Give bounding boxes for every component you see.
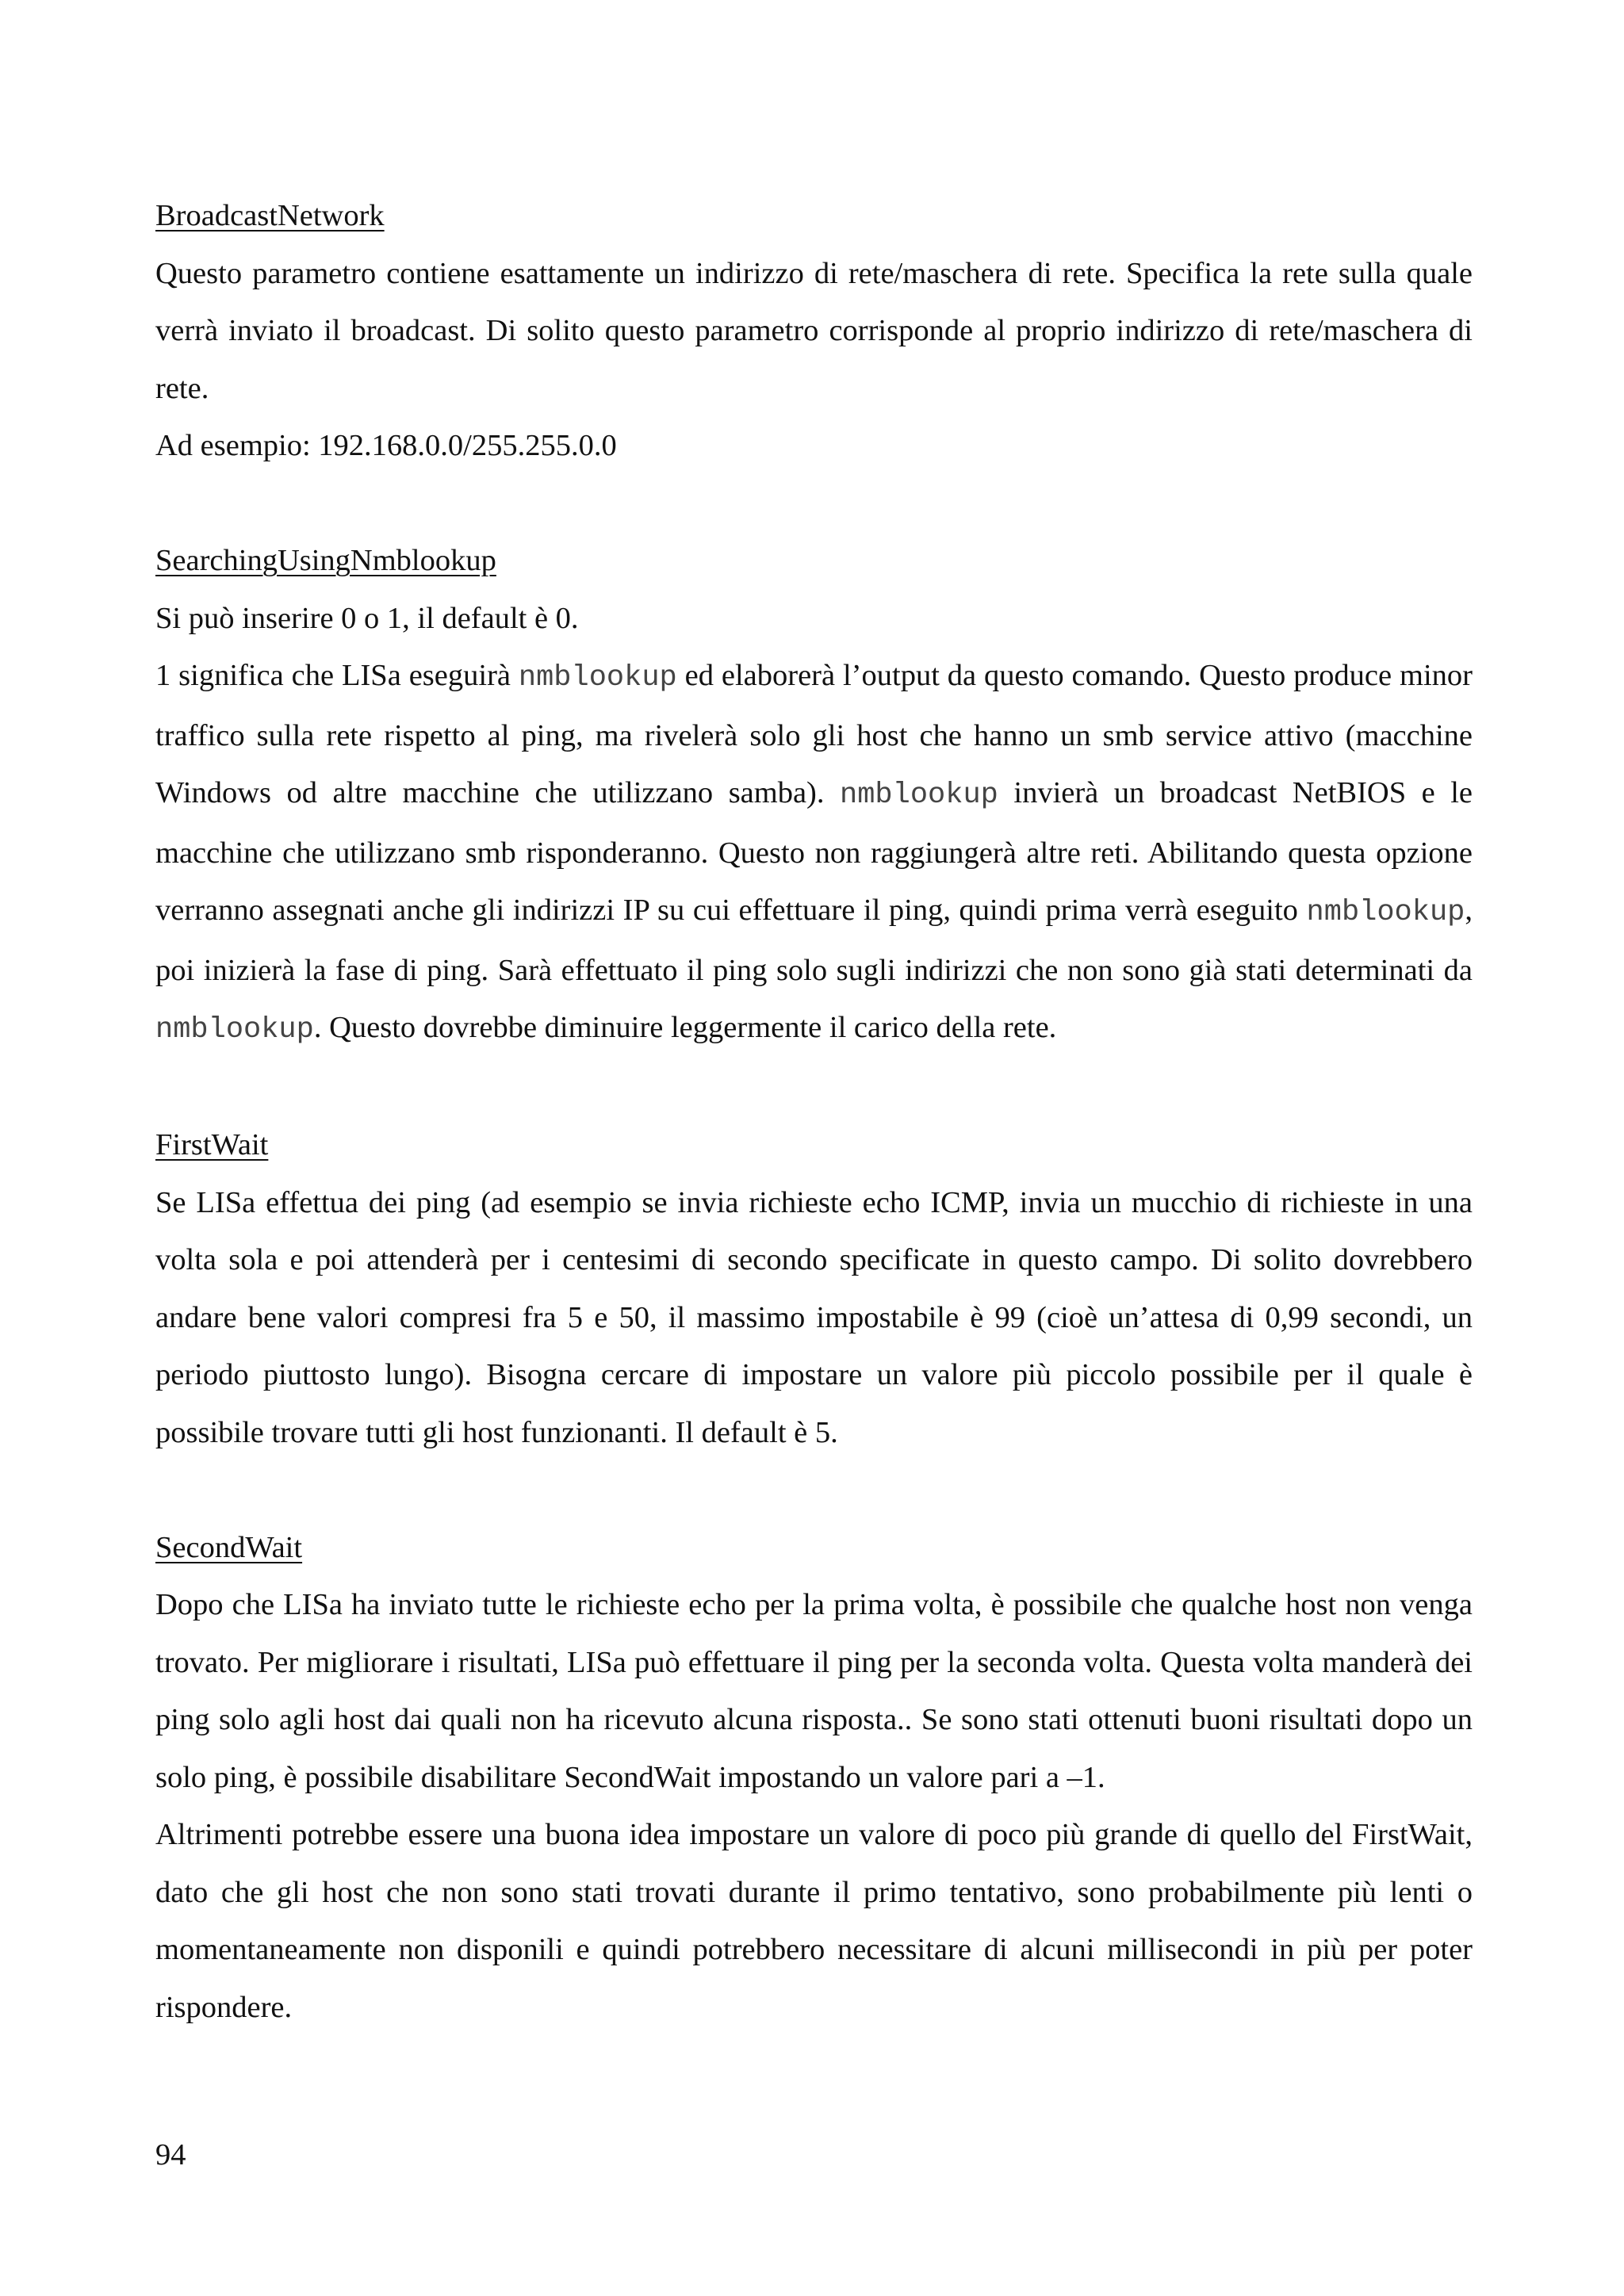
section-heading: SecondWait xyxy=(155,1530,303,1564)
text-run: . Questo dovrebbe diminuire leggermente il carico della rete. xyxy=(313,1011,1057,1044)
inline-code: nmblookup xyxy=(1306,896,1465,929)
section-searching-using-nmblookup xyxy=(155,532,1473,1059)
section-heading: SearchingUsingNmblookup xyxy=(155,544,496,577)
section-first-wait xyxy=(155,1116,1473,1461)
section-second-wait xyxy=(155,1519,1473,2037)
page-content xyxy=(155,187,1473,2094)
text-run: , poi inizierà la fase di ping. Sarà effettuato il ping solo sugli indirizzi che non sono già stati determinati da xyxy=(155,894,1473,987)
section-heading: BroadcastNetwork xyxy=(155,199,385,232)
paragraph: Altrimenti potrebbe essere una buona idea impostare un valore di poco più grande di quello del FirstWait, dato che gli host che non sono stati trovati durante il primo tentativo, sono probabilmente più lenti o momentaneamente non disponili e quindi potrebbero necessitare di alcuni millisecondi in più per poter rispondere. xyxy=(155,1818,1473,2024)
paragraph: Ad esempio: 192.168.0.0/255.255.0.0 xyxy=(155,429,617,462)
text-run: ed elaborerà l’output da questo comando. Questo produce minor traffico sulla rete rispetto al ping, ma rivelerà solo gli host che hanno un smb service attivo (macchine Windows od altre macchine che utilizzano samba). xyxy=(155,659,1473,809)
page-number: 94 xyxy=(155,2138,186,2172)
inline-code: nmblookup xyxy=(518,661,677,695)
inline-code: nmblookup xyxy=(840,779,998,812)
section-heading: FirstWait xyxy=(155,1128,269,1161)
paragraph: Si può inserire 0 o 1, il default è 0. xyxy=(155,601,579,635)
paragraph-with-code xyxy=(155,647,1473,1059)
paragraph: Dopo che LISa ha inviato tutte le richieste echo per la prima volta, è possibile che qualche host non venga trovato. Per migliorare i risultati, LISa può effettuare il ping per la seconda volta. Questa volta manderà dei ping solo agli host dai quali non ha ricevuto alcuna risposta.. Se sono stati ottenuti buoni risultati dopo un solo ping, è possibile disabilitare SecondWait impostando un valore pari a –1. xyxy=(155,1588,1473,1794)
text-run: 1 significa che LISa eseguirà xyxy=(155,659,519,692)
section-broadcast-network xyxy=(155,187,1473,475)
paragraph: Se LISa effettua dei ping (ad esempio se invia richieste echo ICMP, invia un mucchio di richieste in una volta sola e poi attenderà per i centesimi di secondo specificate in questo campo. Di solito dovrebbero andare bene valori compresi fra 5 e 50, il massimo impostabile è 99 (cioè un’attesa di 0,99 secondi, un periodo piuttosto lungo). Bisogna cercare di impostare un valore più piccolo possibile per il quale è possibile trovare tutti gli host funzionanti. Il default è 5. xyxy=(155,1185,1473,1449)
inline-code: nmblookup xyxy=(155,1013,314,1047)
paragraph: Questo parametro contiene esattamente un indirizzo di rete/maschera di rete. Specifica la rete sulla quale verrà inviato il broadcast. Di solito questo parametro corrisponde al proprio indirizzo di rete/maschera di rete. xyxy=(155,256,1473,405)
text-run: invierà un broadcast NetBIOS e le macchine che utilizzano smb risponderanno. Questo non raggiungerà altre reti. Abilitando questa opzione verranno assegnati anche gli indirizzi IP su cui effettuare il ping, quindi prima verrà eseguito xyxy=(155,776,1473,927)
